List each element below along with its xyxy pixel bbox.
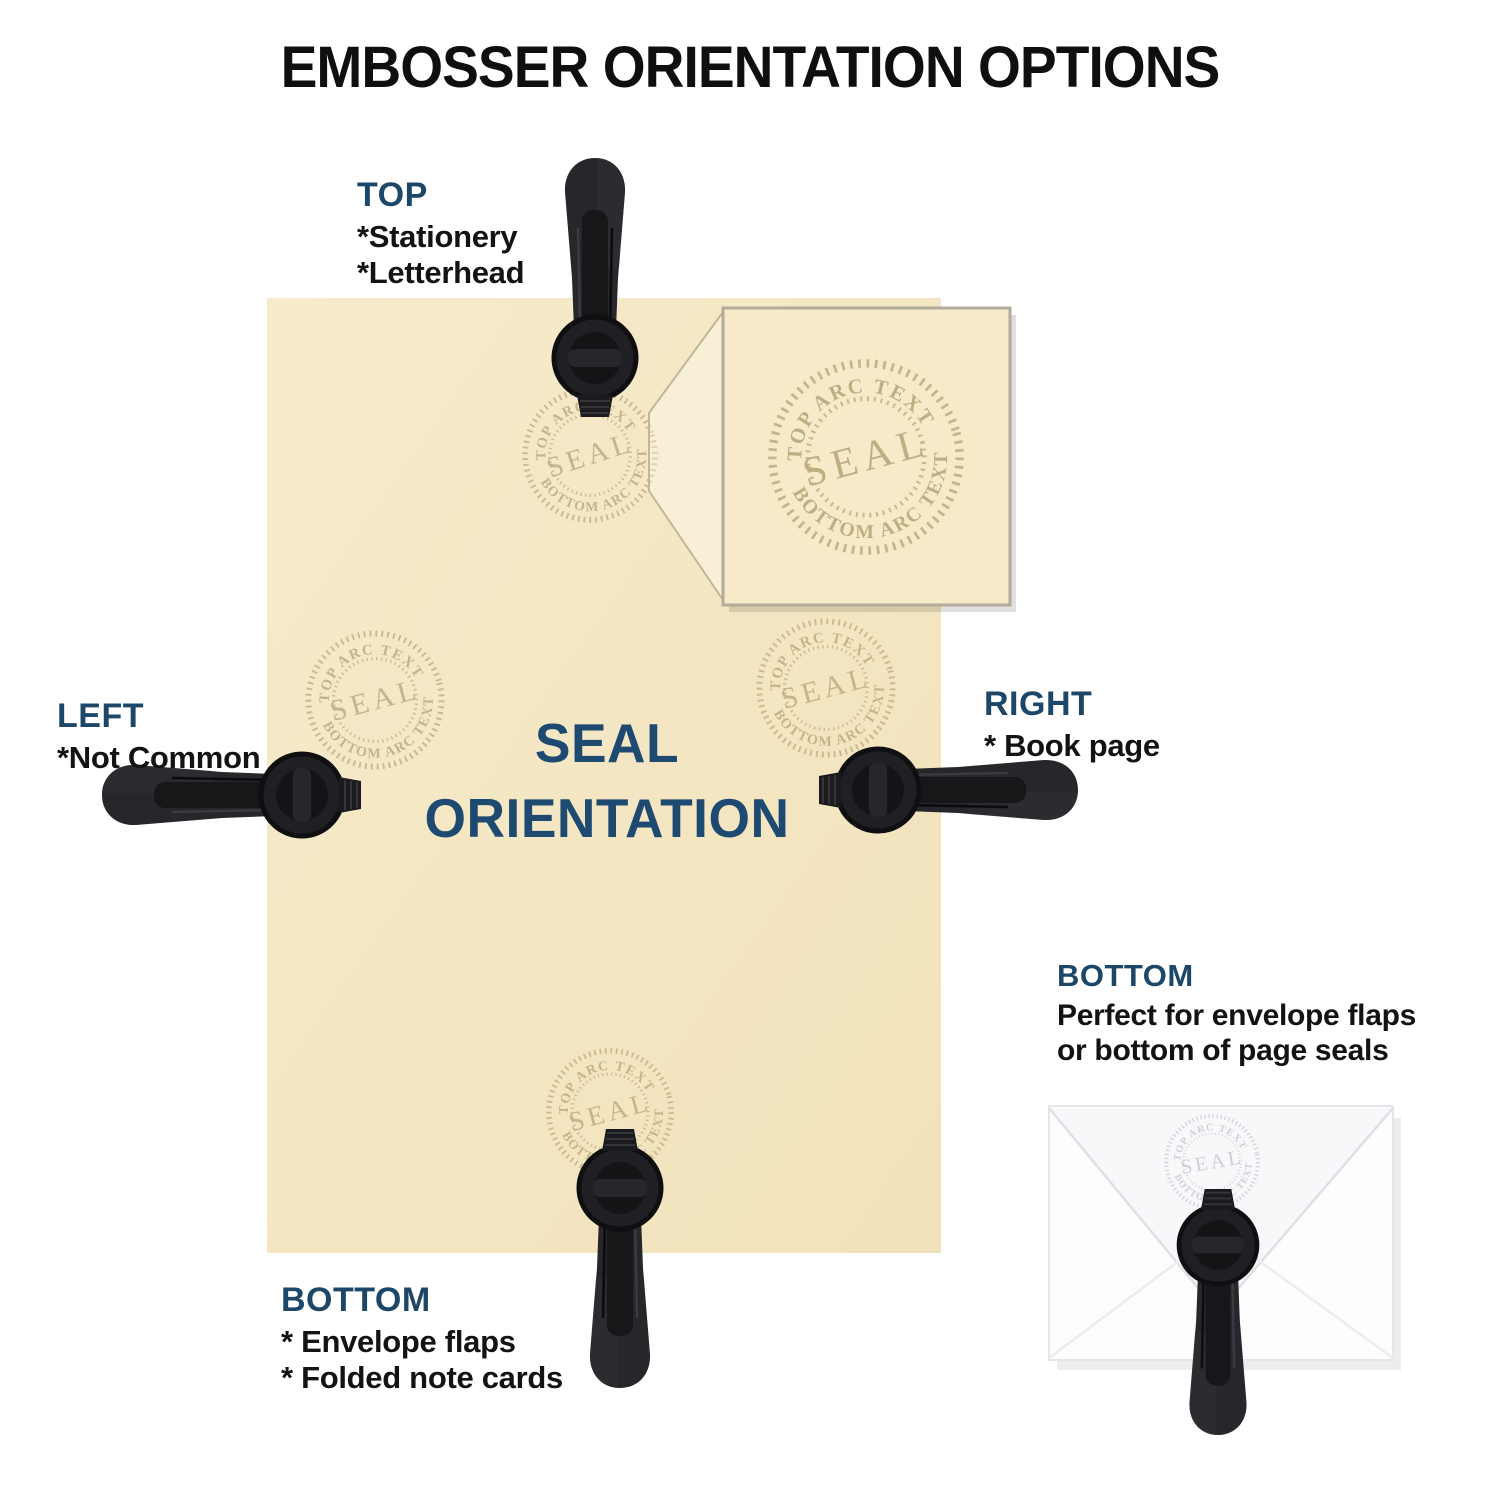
annotation-bottom-right-line: or bottom of page seals	[1057, 1034, 1389, 1067]
annotation-top	[357, 176, 524, 291]
annotation-bottom-right-heading: BOTTOM	[1057, 958, 1194, 993]
page-title: EMBOSSER ORIENTATION OPTIONS	[280, 35, 1220, 100]
annotation-bottom-heading: BOTTOM	[281, 1281, 431, 1319]
annotation-right-item: * Book page	[984, 728, 1160, 763]
embosser-bottom	[579, 1129, 661, 1388]
annotation-right-heading: RIGHT	[984, 685, 1093, 723]
annotation-top-item: *Letterhead	[357, 255, 525, 290]
paper-center-caption-line2: ORIENTATION	[424, 787, 790, 849]
annotation-top-item: *Stationery	[357, 219, 518, 254]
paper-center-caption	[355, 706, 859, 856]
annotation-bottom-item: * Envelope flaps	[281, 1324, 516, 1359]
annotation-top-heading: TOP	[357, 176, 428, 214]
annotation-bottom-right	[1057, 958, 1416, 1068]
annotation-left-item: *Not Common	[57, 740, 261, 775]
annotation-left	[57, 697, 260, 776]
embosser-top	[554, 158, 636, 417]
annotation-bottom	[281, 1281, 563, 1396]
annotation-right	[984, 685, 1160, 764]
annotation-bottom-item: * Folded note cards	[281, 1360, 563, 1395]
annotation-left-heading: LEFT	[57, 697, 144, 735]
paper-center-caption-line1: SEAL	[534, 712, 680, 774]
annotation-bottom-right-line: Perfect for envelope flaps	[1057, 999, 1416, 1032]
illustration-canvas: TOP ARC TEXT BOTTOM ARC TEXT SEAL	[0, 0, 1500, 1500]
